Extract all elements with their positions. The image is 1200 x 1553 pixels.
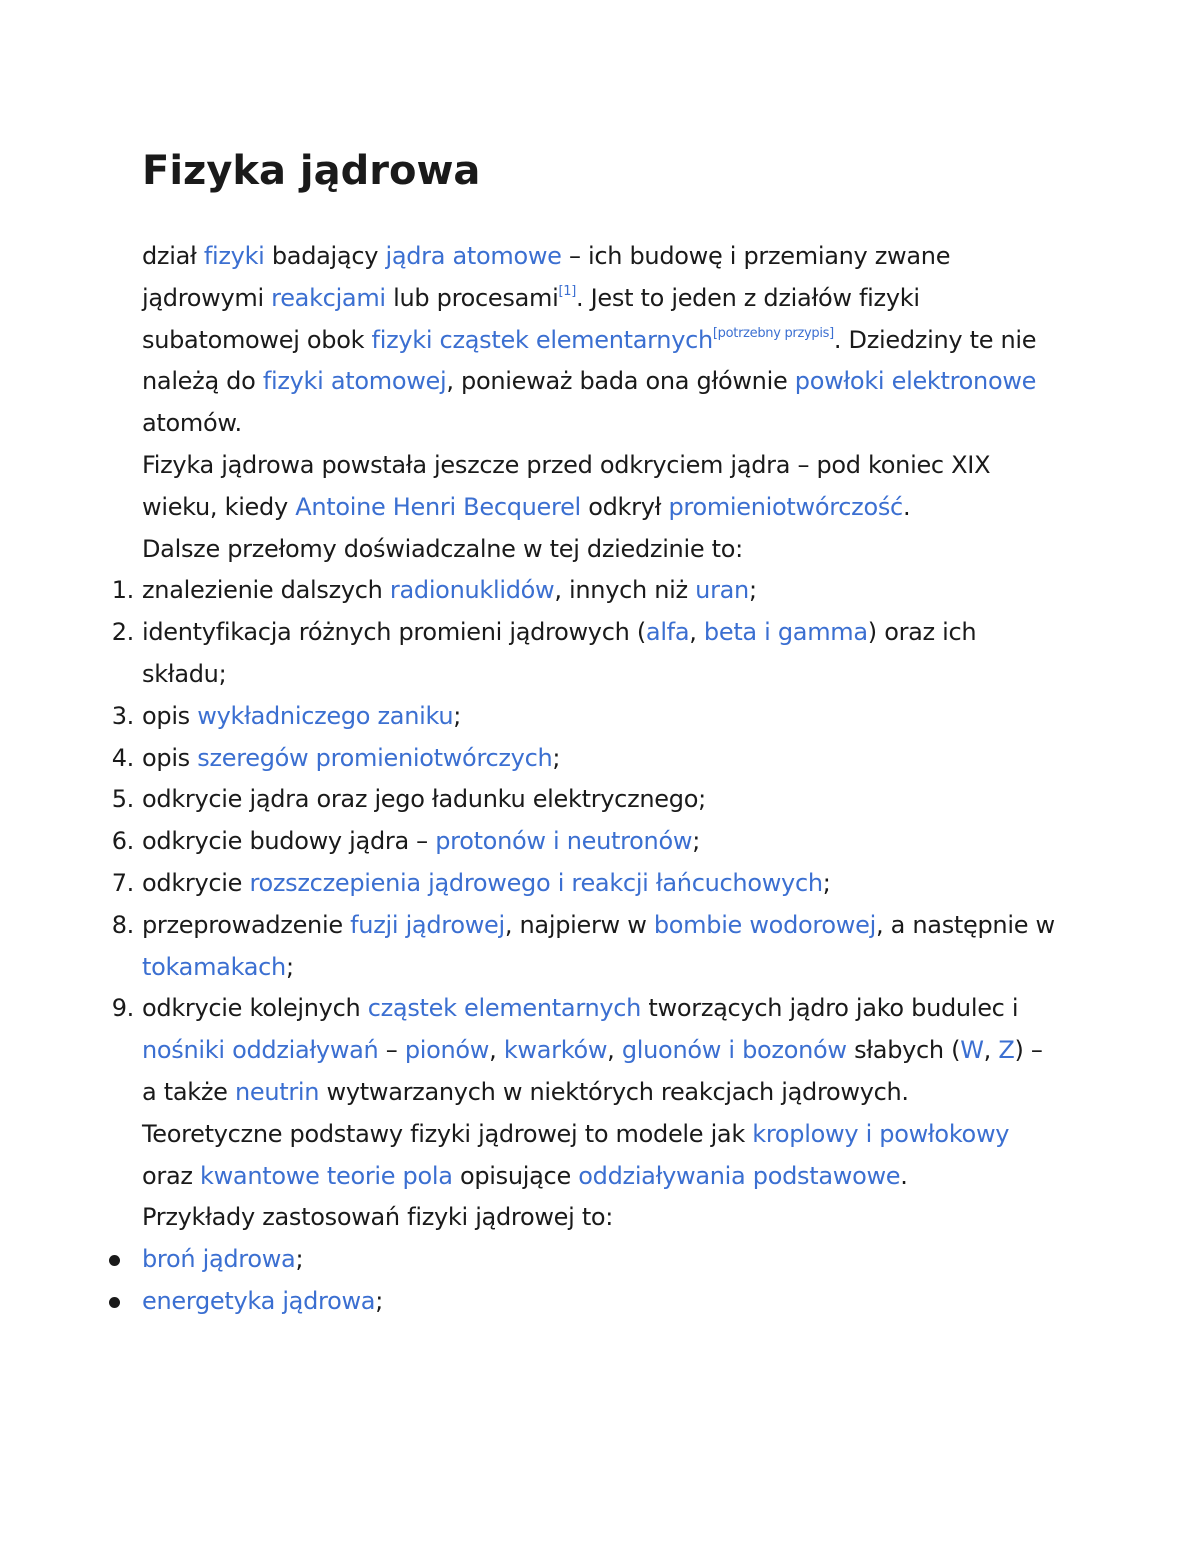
- link-fizyki-czastek[interactable]: fizyki cząstek elementarnych: [371, 325, 713, 354]
- link-fizyki-atomowej[interactable]: fizyki atomowej: [262, 367, 447, 396]
- text: badający: [264, 242, 386, 270]
- text: i: [545, 827, 567, 856]
- text: .: [900, 1161, 908, 1190]
- theory-paragraph: [142, 1114, 1062, 1198]
- link-alfa[interactable]: alfa: [645, 618, 690, 647]
- text: wytwarzanych w niektórych reakcjach jądrowych.: [319, 1077, 909, 1106]
- link-protonow[interactable]: protonów: [435, 827, 546, 856]
- citation-needed[interactable]: [potrzebny przypis]: [712, 325, 834, 341]
- link-reakcjami[interactable]: reakcjami: [271, 283, 386, 312]
- list-number: 8.: [111, 910, 134, 939]
- text: identyfikacja różnych promieni jądrowych (: [142, 618, 646, 647]
- list-item: [111, 863, 1062, 905]
- link-fuzji[interactable]: fuzji jądrowej: [350, 910, 505, 939]
- link-becquerel[interactable]: Antoine Henri Becquerel: [295, 492, 581, 521]
- page-title: Fizyka jądrowa: [142, 148, 481, 194]
- article-body: [111, 236, 1062, 1323]
- list-item: [111, 821, 1062, 863]
- list-item: [111, 905, 1062, 989]
- link-bozonow[interactable]: bozonów: [742, 1036, 847, 1065]
- text: , najpierw w: [504, 910, 654, 939]
- applications-list: [142, 1239, 1062, 1323]
- history-paragraph: [142, 445, 1062, 529]
- citation-1[interactable]: [1]: [558, 283, 576, 299]
- link-tokamakach[interactable]: tokamakach: [142, 952, 286, 981]
- list-number: 4.: [111, 743, 134, 772]
- text: ;: [692, 827, 700, 856]
- text: –: [378, 1036, 405, 1065]
- link-kwarkow[interactable]: kwarków: [503, 1036, 608, 1065]
- list-item: [111, 738, 1062, 780]
- link-bron-jadrowa[interactable]: broń jądrowa: [142, 1245, 296, 1274]
- text: odkrycie jądra oraz jego ładunku elektrycznego;: [142, 785, 706, 814]
- text: ;: [822, 868, 831, 897]
- list-item: [142, 1281, 1062, 1323]
- text: i: [550, 868, 572, 897]
- text: opis: [142, 701, 198, 730]
- text: .: [902, 492, 911, 521]
- link-fizyki[interactable]: fizyki: [203, 242, 265, 270]
- list-item: [111, 612, 1062, 696]
- breakthroughs-intro: Dalsze przełomy doświadczalne w tej dziedzinie to:: [142, 534, 743, 563]
- text: – ich budowę i przemiany zwane jądrowymi: [142, 242, 951, 312]
- intro-paragraph: [142, 236, 1062, 445]
- link-wykladniczego-zaniku[interactable]: wykładniczego zaniku: [197, 701, 454, 730]
- bullet-icon: [109, 1255, 120, 1266]
- link-neutronow[interactable]: neutronów: [566, 827, 693, 856]
- link-energetyka-jadrowa[interactable]: energetyka jądrowa: [142, 1286, 376, 1315]
- text: ) oraz ich składu;: [142, 618, 977, 688]
- text: ,: [607, 1036, 622, 1065]
- text: atomów.: [142, 409, 242, 438]
- text: słabych (: [846, 1036, 961, 1065]
- text: . Dziedziny te nie należą do: [142, 325, 1037, 396]
- text: ;: [748, 576, 757, 605]
- text: , innych niż: [554, 576, 696, 605]
- link-bombie-wodorowej[interactable]: bombie wodorowej: [653, 910, 876, 939]
- list-item: [111, 696, 1062, 738]
- list-number: 6.: [111, 827, 134, 856]
- link-czastek-elementarnych[interactable]: cząstek elementarnych: [367, 994, 642, 1023]
- text: odkrycie kolejnych: [142, 994, 368, 1023]
- link-pionow[interactable]: pionów: [404, 1036, 490, 1065]
- text: Fizyka jądrowa powstała jeszcze przed odkryciem jądra – pod koniec XIX wieku, kiedy: [142, 450, 991, 521]
- text: znalezienie dalszych: [142, 576, 390, 605]
- text: oraz: [142, 1161, 200, 1190]
- link-szeregow[interactable]: szeregów promieniotwórczych: [197, 743, 553, 772]
- list-item: [111, 779, 1062, 821]
- link-gamma[interactable]: gamma: [777, 618, 868, 647]
- text: opis: [142, 743, 198, 772]
- text: odkrył: [580, 492, 669, 521]
- text: ;: [375, 1286, 383, 1315]
- link-kroplowy[interactable]: kroplowy: [752, 1119, 859, 1148]
- text: Teoretyczne podstawy fizyki jądrowej to modele jak: [142, 1119, 753, 1148]
- list-item: [142, 1239, 1062, 1281]
- list-item: [111, 988, 1062, 1113]
- link-beta[interactable]: beta: [703, 618, 757, 647]
- list-item: [111, 570, 1062, 612]
- text: , ponieważ bada ona głównie: [446, 367, 795, 396]
- text: ;: [285, 952, 294, 981]
- text: , a następnie w: [875, 910, 1055, 939]
- link-radionuklidow[interactable]: radionuklidów: [389, 576, 555, 605]
- link-reakcji-lancuchowych[interactable]: reakcji łańcuchowych: [571, 868, 823, 897]
- list-number: 5.: [111, 785, 134, 814]
- text: i: [756, 618, 778, 647]
- text: ,: [983, 1036, 999, 1065]
- text: przeprowadzenie: [142, 910, 351, 939]
- applications-intro: Przykłady zastosowań fizyki jądrowej to:: [142, 1203, 614, 1232]
- text: tworzących jądro jako budulec i: [641, 994, 1019, 1023]
- link-promieniotworczosc[interactable]: promieniotwórczość: [668, 492, 903, 521]
- text: ,: [489, 1036, 504, 1065]
- link-uran[interactable]: uran: [695, 576, 749, 605]
- link-rozszczepienia[interactable]: rozszczepienia jądrowego: [249, 868, 551, 897]
- link-nosniki[interactable]: nośniki oddziaływań: [142, 1036, 379, 1065]
- text: odkrycie budowy jądra –: [142, 827, 436, 856]
- link-gluonow[interactable]: gluonów: [621, 1036, 722, 1065]
- link-powlokowy[interactable]: powłokowy: [879, 1119, 1010, 1148]
- link-neutrin[interactable]: neutrin: [234, 1077, 320, 1106]
- list-number: 2.: [111, 618, 134, 647]
- list-number: 7.: [111, 868, 134, 897]
- list-number: 9.: [111, 994, 134, 1023]
- link-jadra-atomowe[interactable]: jądra atomowe: [385, 242, 562, 270]
- text: i: [858, 1119, 880, 1148]
- bullet-icon: [109, 1297, 120, 1308]
- link-powloki-elektronowe[interactable]: powłoki elektronowe: [794, 367, 1037, 396]
- text: ,: [689, 618, 704, 647]
- text: dział: [142, 242, 204, 270]
- text: ) – a także: [142, 1036, 1043, 1106]
- text: . Jest to jeden z działów fizyki subatomowej obok: [142, 283, 920, 354]
- text: opisujące: [452, 1161, 579, 1190]
- text: ;: [552, 743, 561, 772]
- text: lub procesami: [385, 283, 559, 312]
- link-w[interactable]: W: [960, 1036, 984, 1065]
- list-number: 1.: [111, 576, 134, 605]
- text: ;: [295, 1245, 304, 1274]
- breakthroughs-list: [111, 570, 1062, 1113]
- text: ;: [453, 701, 462, 730]
- link-z[interactable]: Z: [998, 1036, 1015, 1065]
- link-kwantowe-teorie-pola[interactable]: kwantowe teorie pola: [200, 1161, 453, 1190]
- list-number: 3.: [111, 701, 134, 730]
- link-oddzialywania[interactable]: oddziaływania podstawowe: [578, 1161, 901, 1190]
- text: i: [721, 1036, 743, 1065]
- text: odkrycie: [142, 868, 250, 897]
